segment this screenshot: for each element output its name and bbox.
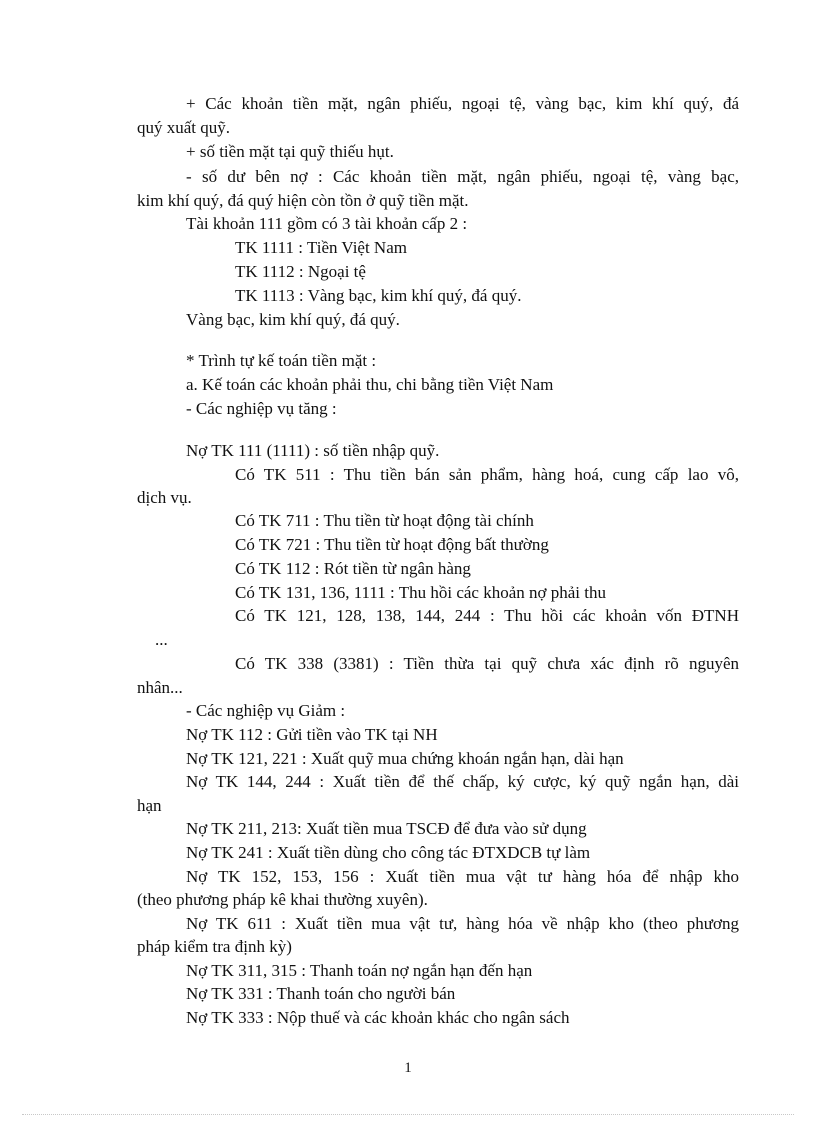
- text-line: Tài khoản 111 gồm có 3 tài khoản cấp 2 :: [186, 214, 468, 233]
- section-heading: * Trình tự kế toán tiền mặt :: [186, 351, 377, 370]
- text-line: dịch vụ.: [137, 488, 192, 507]
- text-line: - Các nghiệp vụ tăng :: [186, 399, 337, 418]
- text-line: + Các khoản tiền mặt, ngân phiếu, ngoại tệ, vàng bạc, kim khí quý, đá: [186, 94, 739, 113]
- text-line: Nợ TK 331 : Thanh toán cho người bán: [186, 984, 456, 1003]
- text-line: Vàng bạc, kim khí quý, đá quý.: [186, 310, 400, 329]
- text-line: Nợ TK 211, 213: Xuất tiền mua TSCĐ để đưa vào sử dụng: [186, 819, 587, 838]
- text-line: Nợ TK 121, 221 : Xuất quỹ mua chứng khoán ngắn hạn, dài hạn: [186, 749, 624, 768]
- text-line: hạn: [137, 796, 162, 815]
- text-line: Nợ TK 611 : Xuất tiền mua vật tư, hàng hóa về nhập kho (theo phương: [186, 914, 739, 933]
- text-line: Nợ TK 311, 315 : Thanh toán nợ ngắn hạn đến hạn: [186, 961, 533, 980]
- text-line: kim khí quý, đá quý hiện còn tồn ở quỹ tiền mặt.: [137, 191, 469, 210]
- text-line: ...: [155, 630, 168, 649]
- text-line: Có TK 338 (3381) : Tiền thừa tại quỹ chưa xác định rõ nguyên: [235, 654, 739, 673]
- text-line: Nợ TK 333 : Nộp thuế và các khoản khác cho ngân sách: [186, 1008, 570, 1027]
- text-line: TK 1113 : Vàng bạc, kim khí quý, đá quý.: [235, 286, 522, 305]
- text-line: pháp kiểm tra định kỳ): [137, 937, 292, 956]
- text-line: TK 1112 : Ngoại tệ: [235, 262, 366, 281]
- text-line: Nợ TK 111 (1111) : số tiền nhập quỹ.: [186, 441, 440, 460]
- text-line: Nợ TK 112 : Gửi tiền vào TK tại NH: [186, 725, 438, 744]
- text-line: Nợ TK 144, 244 : Xuất tiền để thế chấp, ký cược, ký quỹ ngắn hạn, dài: [186, 772, 739, 791]
- text-line: + số tiền mặt tại quỹ thiếu hụt.: [186, 142, 394, 161]
- text-line: Có TK 511 : Thu tiền bán sản phẩm, hàng hoá, cung cấp lao vô,: [235, 465, 739, 484]
- text-line: quý xuất quỹ.: [137, 118, 231, 137]
- text-line: - Các nghiệp vụ Giảm :: [186, 701, 346, 720]
- text-line: a. Kế toán các khoản phải thu, chi bằng tiền Việt Nam: [186, 375, 554, 394]
- text-line: - số dư bên nợ : Các khoản tiền mặt, ngân phiếu, ngoại tệ, vàng bạc,: [186, 167, 739, 186]
- text-line: Nợ TK 152, 153, 156 : Xuất tiền mua vật tư hàng hóa để nhập kho: [186, 867, 739, 886]
- text-line: Có TK 131, 136, 1111 : Thu hồi các khoản nợ phải thu: [235, 583, 606, 602]
- text-line: (theo phương pháp kê khai thường xuyên).: [137, 890, 428, 909]
- text-line: Có TK 721 : Thu tiền từ hoạt động bất thường: [235, 535, 549, 554]
- text-line: Nợ TK 241 : Xuất tiền dùng cho công tác ĐTXDCB tự làm: [186, 843, 591, 862]
- text-line: Có TK 112 : Rót tiền từ ngân hàng: [235, 559, 471, 578]
- page-number: 1: [404, 1060, 412, 1076]
- text-line: Có TK 121, 128, 138, 144, 244 : Thu hồi các khoản vốn ĐTNH: [235, 606, 739, 625]
- text-line: Có TK 711 : Thu tiền từ hoạt động tài chính: [235, 511, 534, 530]
- footer-divider: [22, 1114, 794, 1115]
- text-line: nhân...: [137, 678, 183, 697]
- text-line: TK 1111 : Tiền Việt Nam: [235, 238, 407, 257]
